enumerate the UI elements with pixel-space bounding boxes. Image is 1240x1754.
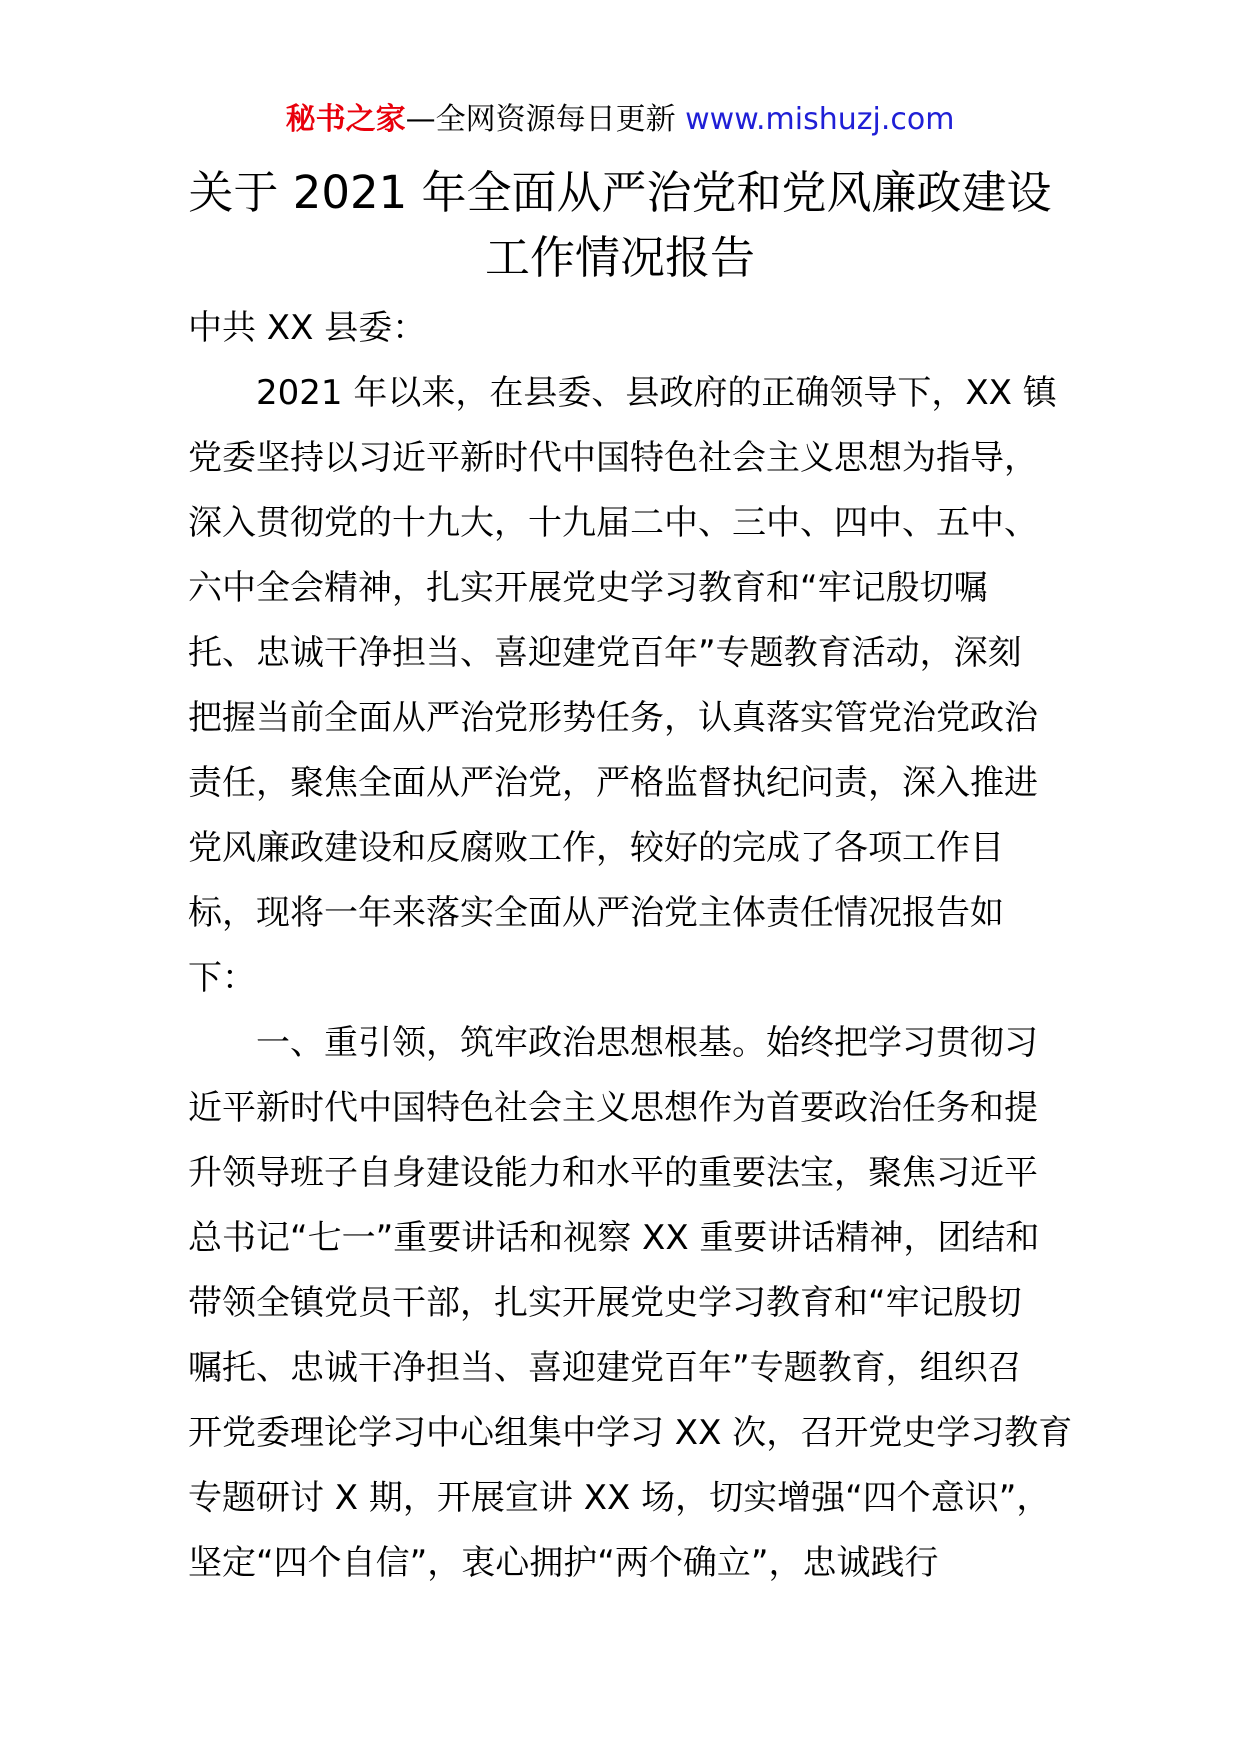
salutation: 中共 XX 县委： [188, 308, 427, 348]
document-title [150, 160, 1090, 290]
paragraph-line: 六中全会精神，扎实开展党史学习教育和“牢记殷切嘱 [188, 568, 988, 608]
paragraph-line: 把握当前全面从严治党形势任务，认真落实管党治党政治 [188, 698, 1038, 738]
paragraph-line: 深入贯彻党的十九大，十九届二中、三中、四中、五中、 [188, 503, 1038, 543]
paragraph-line: 坚定“四个自信”，衷心拥护“两个确立”，忠诚践行 [188, 1543, 939, 1583]
paragraph-line: 标，现将一年来落实全面从严治党主体责任情况报告如 [188, 893, 1004, 933]
paragraph-section-1 [188, 1011, 1073, 1596]
paragraph-line: 嘱托、忠诚干净担当、喜迎建党百年”专题教育，组织召 [188, 1348, 1022, 1388]
paragraph-line: 专题研讨 X 期，开展宣讲 XX 场，切实增强“四个意识”， [188, 1478, 1051, 1518]
site-header [0, 100, 1240, 140]
document-body [188, 296, 1073, 1596]
header-tagline: —全网资源每日更新 [405, 102, 676, 137]
paragraph-line: 2021 年以来，在县委、县政府的正确领导下，XX 镇 [256, 373, 1057, 413]
paragraph-intro [188, 361, 1060, 1011]
paragraph-line: 带领全镇党员干部，扎实开展党史学习教育和“牢记殷切 [188, 1283, 1022, 1323]
paragraph-line: 开党委理论学习中心组集中学习 XX 次，召开党史学习教育 [188, 1413, 1073, 1453]
title-line-2: 工作情况报告 [484, 231, 755, 284]
paragraph-line: 近平新时代中国特色社会主义思想作为首要政治任务和提 [188, 1088, 1038, 1128]
paragraph-line: 党委坚持以习近平新时代中国特色社会主义思想为指导， [188, 438, 1038, 478]
paragraph-line: 托、忠诚干净担当、喜迎建党百年”专题教育活动，深刻 [188, 633, 1022, 673]
paragraph-line: 党风廉政建设和反腐败工作，较好的完成了各项工作目 [188, 828, 1004, 868]
title-line-1: 关于 2021 年全面从严治党和党风廉政建设 [188, 166, 1052, 219]
paragraph-line: 责任，聚焦全面从严治党，严格监督执纪问责，深入推进 [188, 763, 1038, 803]
paragraph-line: 下： [188, 958, 256, 998]
paragraph-line: 总书记“七一”重要讲话和视察 XX 重要讲话精神，团结和 [188, 1218, 1040, 1258]
paragraph-line: 升领导班子自身建设能力和水平的重要法宝，聚焦习近平 [188, 1153, 1038, 1193]
site-url-link[interactable]: www.mishuzj.com [685, 102, 955, 137]
brand-name[interactable]: 秘书之家 [285, 102, 406, 137]
paragraph-line: 一、重引领，筑牢政治思想根基。始终把学习贯彻习 [256, 1023, 1038, 1063]
